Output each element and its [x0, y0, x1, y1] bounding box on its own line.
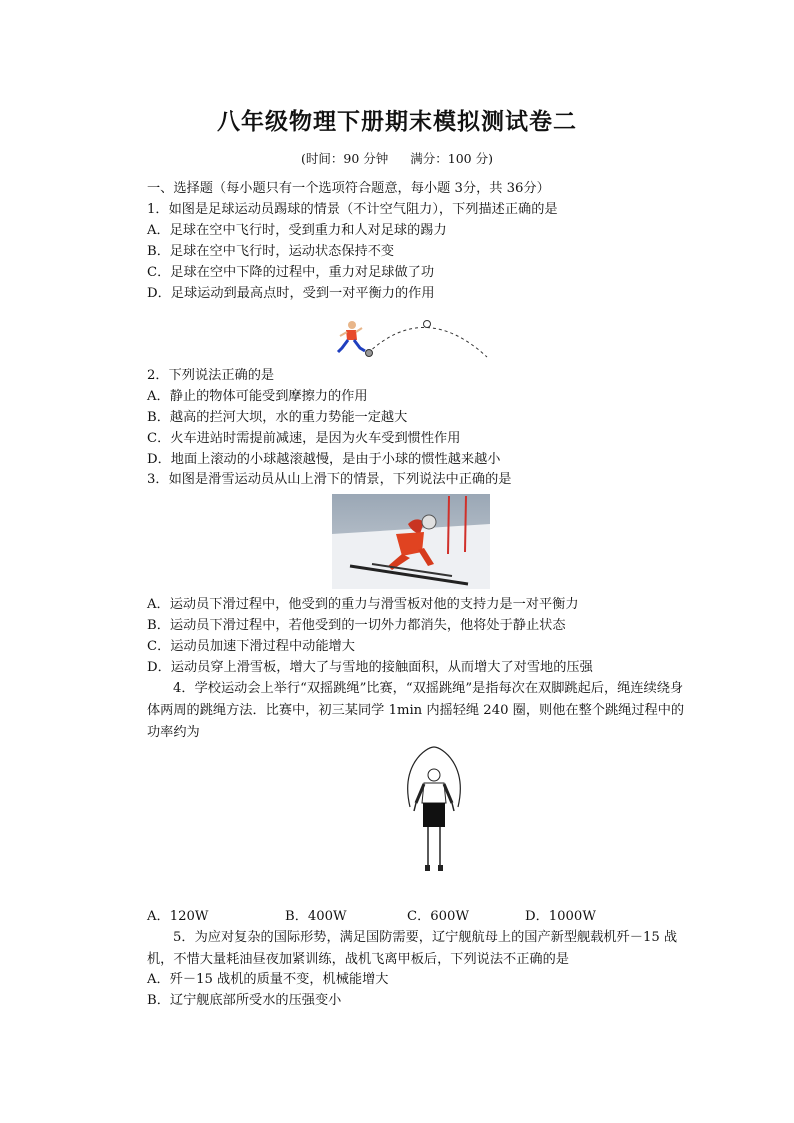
q3-option-b: B．运动员下滑过程中，若他受到的一切外力都消失，他将处于静止状态: [147, 618, 566, 633]
soccer-kick-figure: [330, 315, 495, 365]
q3-option-d: D．运动员穿上滑雪板，增大了与雪地的接触面积，从而增大了对雪地的压强: [147, 660, 593, 675]
q3-option-c: C．运动员加速下滑过程中动能增大: [147, 639, 355, 654]
q4-option-b: B．400W: [285, 909, 347, 924]
q2-stem: 2．下列说法正确的是: [147, 368, 275, 383]
q4-option-c: C．600W: [407, 909, 470, 924]
q2-option-d: D．地面上滚动的小球越滚越慢，是由于小球的惯性越来越小: [147, 452, 501, 467]
q5-option-b: B．辽宁舰底部所受水的压强变小: [147, 993, 342, 1008]
page-title: 八年级物理下册期末模拟测试卷二: [217, 108, 577, 135]
q1-option-c: C．足球在空中下降的过程中，重力对足球做了功: [147, 265, 435, 280]
section-heading: 一、选择题（每小题只有一个选项符合题意，每小题 3分，共 36分）: [147, 181, 550, 196]
q4-option-a: A．120W: [147, 909, 209, 924]
q1-option-b: B．足球在空中飞行时，运动状态保持不变: [147, 244, 395, 259]
q1-option-d: D．足球运动到最高点时，受到一对平衡力的作用: [147, 286, 435, 301]
q5-option-a: A．歼－15 战机的质量不变，机械能增大: [147, 972, 389, 987]
q2-option-a: A．静止的物体可能受到摩擦力的作用: [147, 389, 368, 404]
exam-meta: [0, 149, 794, 167]
q4-stem-text: 4．学校运动会上举行“双摇跳绳”比赛，“双摇跳绳”是指每次在双脚跳起后，绳连续绕身体两周的跳绳方法．比赛中，初三某同学 1min 内摇轻绳 240 圈，则他在整个跳绳过程中的功率约为: [147, 681, 685, 740]
q5-stem: [147, 927, 687, 971]
q2-option-c: C．火车进站时需提前减速，是因为火车受到惯性作用: [147, 431, 461, 446]
q2-option-b: B．越高的拦河大坝，水的重力势能一定越大: [147, 410, 408, 425]
skier-photo: [332, 494, 490, 589]
q1-option-a: A．足球在空中飞行时，受到重力和人对足球的踢力: [147, 223, 447, 238]
q4-stem: [147, 678, 687, 744]
q3-option-a: A．运动员下滑过程中，他受到的重力与滑雪板对他的支持力是一对平衡力: [147, 597, 579, 612]
q5-stem-text: 5．为应对复杂的国际形势，满足国防需要，辽宁舰航母上的国产新型舰载机歼－15 战机，不惜大量耗油昼夜加紧训练，战机飞离甲板后，下列说法不正确的是: [147, 930, 678, 967]
q3-stem: 3．如图是滑雪运动员从山上滑下的情景，下列说法中正确的是: [147, 472, 512, 487]
q1-stem: 1．如图是足球运动员踢球的情景（不计空气阻力），下列描述正确的是: [147, 202, 558, 217]
q4-option-d: D．1000W: [525, 909, 596, 924]
time-limit: (时间：90 分钟: [301, 151, 389, 166]
full-score: 满分：100 分): [410, 151, 493, 166]
rope-jumper-figure: [402, 745, 466, 880]
